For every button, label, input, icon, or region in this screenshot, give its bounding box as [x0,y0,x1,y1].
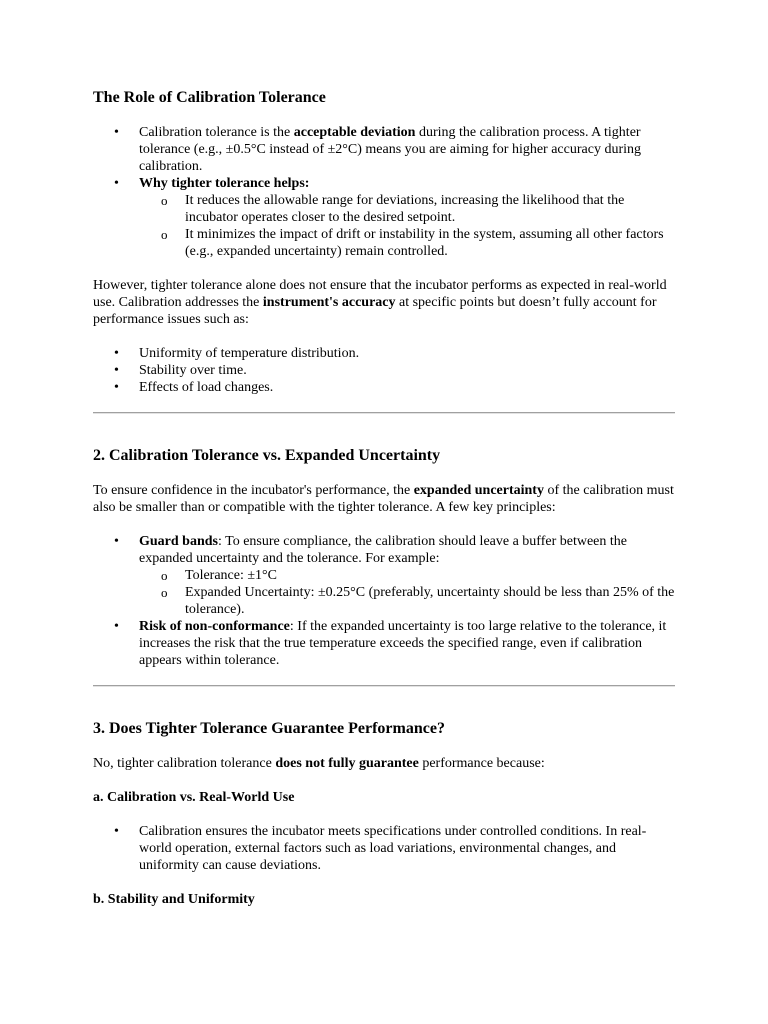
text-run: To ensure confidence in the incubator's performance, the [93,483,414,498]
sub-list-item: o Tolerance: ±1°C [139,567,675,584]
list-item: • Effects of load changes. [93,379,675,396]
list-item [93,124,675,175]
section-title-tolerance-performance: 3. Does Tighter Tolerance Guarantee Performance? [93,720,445,737]
paragraph [93,277,675,328]
divider [93,412,675,414]
sub-list-item: o It minimizes the impact of drift or instability in the system, assuming all other factors (e.g., expanded uncertainty) remain controlled. [139,226,675,260]
section-title-calibration-tolerance: The Role of Calibration Tolerance [93,89,326,106]
subsection-title-real-world-use: a. Calibration vs. Real-World Use [93,790,295,805]
text-run: Calibration tolerance is the [139,125,294,140]
section-title-expanded-uncertainty: 2. Calibration Tolerance vs. Expanded Uncertainty [93,447,441,464]
list-item: • Uniformity of temperature distribution. [93,345,675,362]
document-content [93,88,675,908]
sub-list-item: o It reduces the allowable range for deviations, increasing the likelihood that the incubator operates closer to the desired setpoint. [139,192,675,226]
text-run: : If the expanded uncertainty is too large relative to the tolerance, it increases the risk that the true temperature exceeds the specified range, even if calibration appears within tolerance. [139,619,667,668]
bold-text: expanded uncertainty [413,483,544,498]
bold-text: does not fully guarantee [275,756,419,771]
divider [93,685,675,687]
subsection-title-stability-uniformity: b. Stability and Uniformity [93,892,255,907]
list-item [93,533,675,618]
text-run: However, tighter tolerance alone does not ensure that the incubator performs as expected in real-world use. Calibration addresses the [93,278,667,310]
list-item: • Stability over time. [93,362,675,379]
bold-text: instrument's accuracy [262,295,396,310]
performance-issues-list [93,345,675,396]
text-run: during the calibration process. A tighter tolerance (e.g., ±0.5°C instead of ±2°C) means you are aiming for higher accuracy during calibration. [139,125,642,174]
bold-text: acceptable deviation [293,125,416,140]
tolerance-bullet-list [93,124,675,260]
sub-list-item: o Expanded Uncertainty: ±0.25°C (preferably, uncertainty should be less than 25% of the tolerance). [139,584,675,618]
text-run: at specific points but doesn’t fully account for performance issues such as: [93,295,657,327]
list-item: • Calibration ensures the incubator meets specifications under controlled conditions. In real-world operation, external factors such as load variations, environmental changes, and uniformity can cause deviations. [93,823,675,874]
list-item [93,618,675,669]
list-item [93,175,675,260]
principles-list [93,533,675,669]
text-run: of the calibration must also be smaller than or compatible with the tighter tolerance. A few key principles: [93,483,674,515]
sub-bullet-list [139,567,675,618]
text-run: No, tighter calibration tolerance [93,756,276,771]
bold-text: Risk of non-conformance [139,619,290,634]
paragraph [93,482,675,516]
real-world-list [93,823,675,874]
bold-text: Guard bands [139,534,218,549]
text-run: performance because: [418,756,545,771]
text-run: : To ensure compliance, the calibration should leave a buffer between the expanded uncertainty and the tolerance. For example: [139,534,627,566]
paragraph [93,755,675,772]
sub-bullet-list [139,192,675,260]
bold-text: Why tighter tolerance helps: [139,176,310,191]
